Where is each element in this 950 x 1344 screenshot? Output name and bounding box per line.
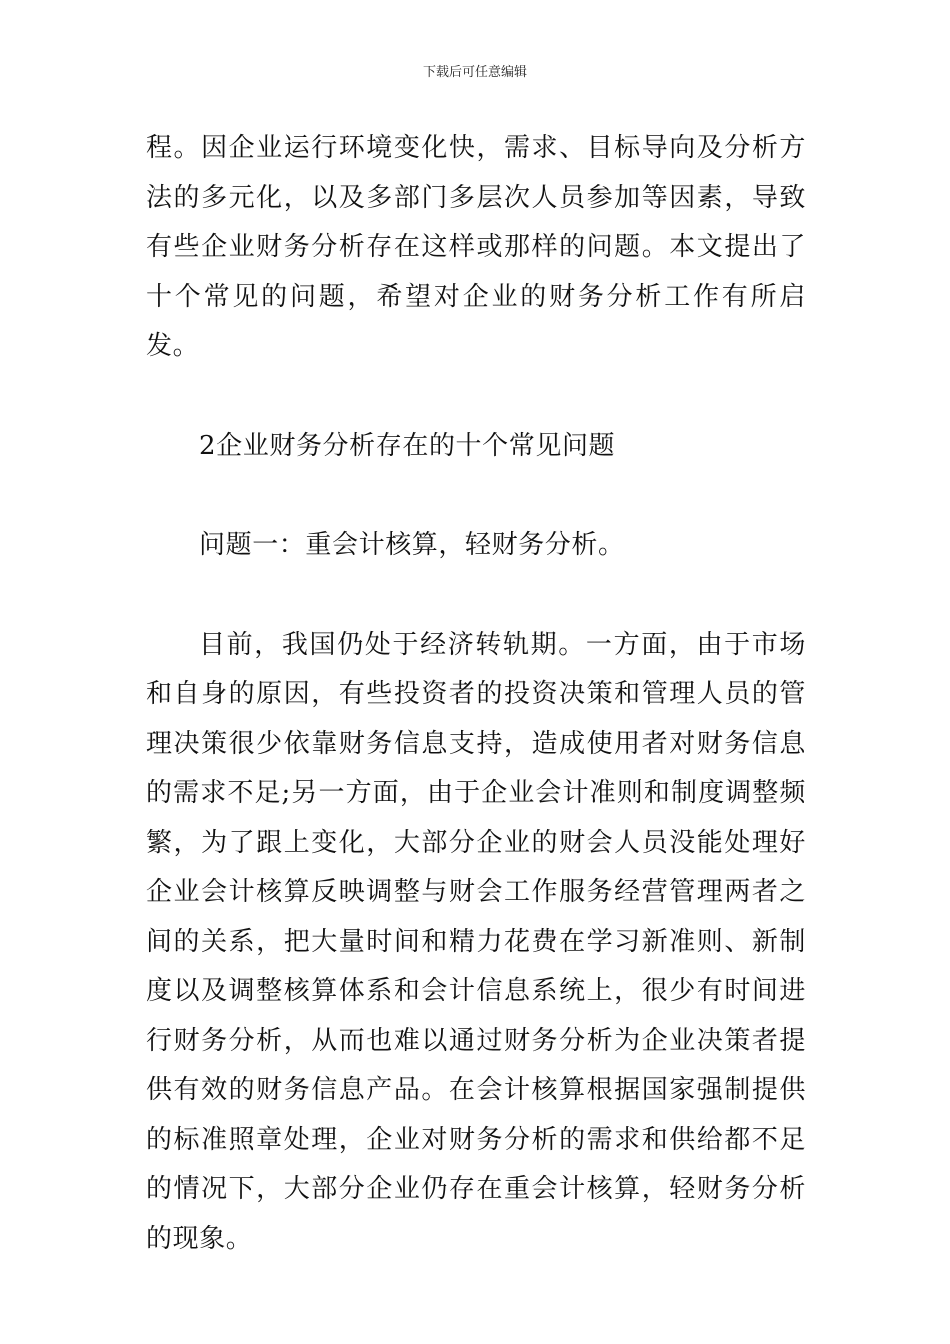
document-body [146, 124, 806, 1264]
page-header-note: 下载后可任意编辑 [422, 65, 527, 80]
intro-paragraph: 程。因企业运行环境变化快，需求、目标导向及分析方法的多元化，以及多部门多层次人员参加等因素，导致有些企业财务分析存在这样或那样的问题。本文提出了十个常见的问题，希望对企业的财务分析工作有所启发。 [146, 133, 806, 361]
problem-heading: 问题一：重会计核算，轻财务分析。 [199, 530, 625, 560]
body-paragraph: 目前，我国仍处于经济转轨期。一方面，由于市场和自身的原因，有些投资者的投资决策和管理人员的管理决策很少依靠财务信息支持，造成使用者对财务信息的需求不足;另一方面，由于企业会计准则和制度调整频繁，为了跟上变化，大部分企业的财会人员没能处理好企业会计核算反映调整与财会工作服务经营管理两者之间的关系，把大量时间和精力花费在学习新准则、新制度以及调整核算体系和会计信息系统上，很少有时间进行财务分析，从而也难以通过财务分析为企业决策者提供有效的财务信息产品。在会计核算根据国家强制提供的标准照章处理，企业对财务分析的需求和供给都不足的情况下，大部分企业仍存在重会计核算，轻财务分析的现象。 [146, 629, 806, 1254]
section-heading: 2企业财务分析存在的十个常见问题 [199, 430, 616, 461]
